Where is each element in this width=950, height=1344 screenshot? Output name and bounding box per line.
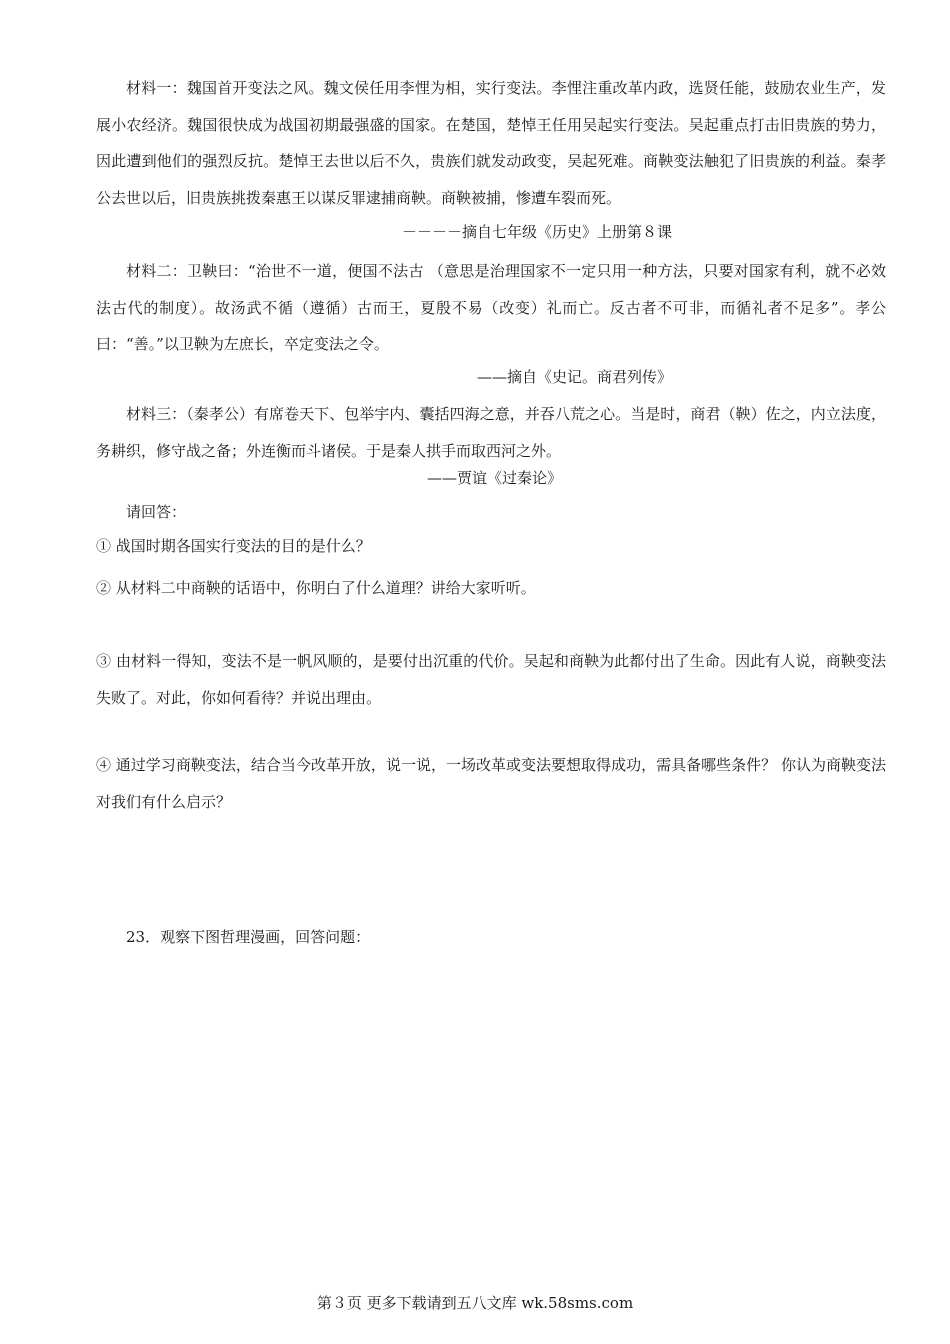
question-1: ① 战国时期各国实行变法的目的是什么？ bbox=[96, 537, 371, 555]
material-three-source: ——贾谊《过秦论》 bbox=[426, 469, 562, 487]
answer-prompt: 请回答： bbox=[126, 503, 187, 521]
material-one-paragraph: 材料一：魏国首开变法之风。魏文侯任用李悝为相，实行变法。李悝注重改革内政，选贤任能，鼓励农业生产，发展小农经济。魏国很快成为战国初期最强盛的国家。在楚国，楚悼王任用吴起实行变法。吴起重点打击旧贵族的势力，因此遭到他们的强烈反抗。楚悼王去世以后不久，贵族们就发动政变，吴起死难。商鞅变法触犯了旧贵族的利益。秦孝公去世以后，旧贵族挑拨秦惠王以谋反罪逮捕商鞅。商鞅被捕，惨遭车裂而死。 bbox=[96, 79, 886, 207]
material-two-source: ——摘自《史记。商君列传》 bbox=[476, 368, 672, 386]
material-three-paragraph: 材料三：（秦孝公）有席卷天下、包举宇内、囊括四海之意，并吞八荒之心。当是时，商君（鞅）佐之，内立法度，务耕织，修守战之备；外连衡而斗诸侯。于是秦人拱手而取西河之外。 bbox=[96, 405, 886, 460]
question-23: 23．观察下图哲理漫画，回答问题： bbox=[126, 928, 371, 946]
question-3: ③ 由材料一得知，变法不是一帆风顺的，是要付出沉重的代价。吴起和商鞅为此都付出了生命。因此有人说，商鞅变法失败了。对此，你如何看待？并说出理由。 bbox=[96, 652, 886, 707]
question-4: ④ 通过学习商鞅变法，结合当今改革开放，说一说，一场改革或变法要想取得成功，需具备哪些条件？ 你认为商鞅变法对我们有什么启示？ bbox=[96, 756, 886, 811]
material-two-paragraph: 材料二：卫鞅曰：“治世不一道，便国不法古 （意思是治理国家不一定只用一种方法，只要对国家有利，就不必效法古代的制度）。故汤武不循（遵循）古而王，夏殷不易（改变）礼而亡。反古者不可非，而循礼者不足多”。孝公曰：“善。”以卫鞅为左庶长，卒定变法之令。 bbox=[96, 262, 886, 353]
question-2: ② 从材料二中商鞅的话语中，你明白了什么道理？讲给大家听听。 bbox=[96, 579, 536, 597]
page-footer: 第３页 更多下载请到五八文库 wk.58sms.com bbox=[316, 1294, 634, 1312]
material-one-source: －－－－摘自七年级《历史》上册第８课 bbox=[401, 223, 672, 241]
